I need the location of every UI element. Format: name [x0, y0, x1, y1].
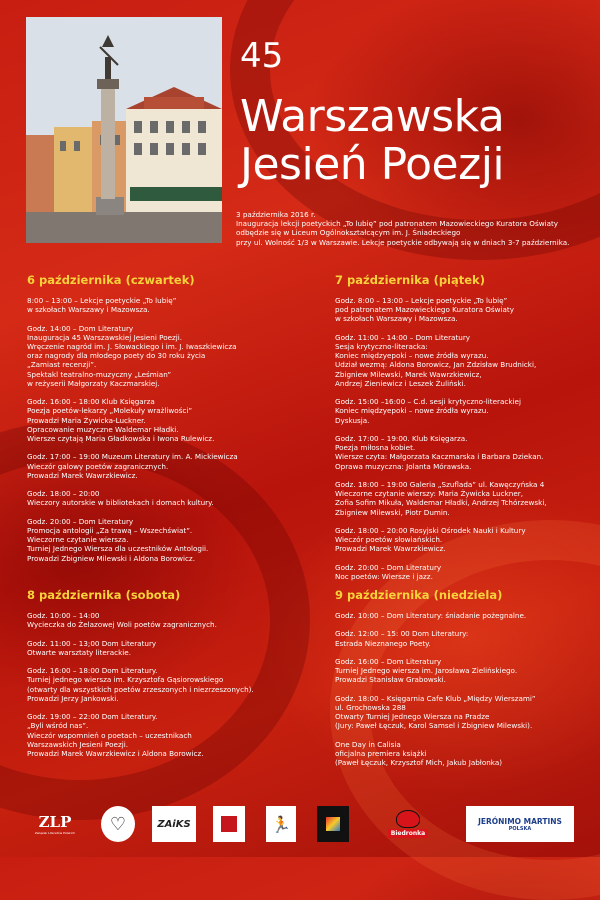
sponsor-logos — [0, 800, 600, 857]
mazowsze-logo — [213, 806, 245, 842]
schedule-line: Koniec międzyepoki – nowe źródła wyrazu. — [335, 406, 489, 416]
schedule-entry — [27, 324, 302, 388]
day-8 — [27, 588, 302, 767]
zlp-logo-text: ZLP — [38, 813, 72, 831]
schedule-line: w szkołach Warszawy i Mazowsza. — [335, 314, 458, 324]
schedule-line: Zbigniew Milewski, Piotr Dumin. — [335, 507, 450, 517]
day-heading: 6 października (czwartek) — [27, 273, 195, 287]
day-schedule — [27, 611, 302, 758]
schedule-line: pod patronatem Mazowieckiego Kuratora Oświaty — [335, 305, 515, 315]
schedule-line: Godz. 15:00 –16:00 – C.d. sesji krytyczno-literackiej — [335, 397, 521, 407]
schedule-line: Oprawa muzyczna: Jolanta Mórawska. — [335, 461, 472, 471]
schedule-entry — [335, 563, 600, 581]
poster-photo — [26, 17, 222, 243]
schedule-line: Godz. 17:00 – 19:00. Klub Księgarza. — [335, 434, 468, 443]
schedule-entry — [335, 694, 600, 731]
intro-line: Inauguracja lekcji poetyckich „To lubię” pod patronatem Mazowieckiego Kuratora Oświaty — [236, 219, 559, 229]
schedule-entry — [27, 452, 302, 480]
schedule-line: Prowadzi Marek Wawrzkiewicz. — [27, 470, 138, 480]
schedule-entry — [27, 639, 302, 657]
schedule-line: Godz. 20:00 – Dom Literatury — [335, 562, 442, 572]
schedule-entry — [335, 740, 600, 768]
schedule-line: Estrada Nieznanego Poety. — [335, 638, 431, 648]
schedule-entry — [335, 657, 600, 685]
schedule-entry — [27, 489, 302, 507]
schedule-line: Opracowanie muzyczne Waldemar Hładki. — [27, 424, 179, 434]
runner-icon: 🏃 — [271, 814, 291, 834]
schedule-entry — [27, 611, 302, 629]
day-heading: 7 października (piątek) — [335, 273, 485, 287]
schedule-line: Godz. 18:00 – 20:00 — [27, 489, 100, 499]
schedule-line: Godz. 18:00 – 20:00 Rosyjski Ośrodek Nauki i Kultury — [335, 526, 526, 535]
day-6 — [27, 273, 302, 572]
day-9 — [335, 588, 600, 777]
schedule-line: Prowadzi Jerzy Jankowski. — [27, 693, 119, 703]
schedule-line: oraz nagrody dla młodego poety do 30 roku życia — [27, 351, 206, 361]
schedule-entry — [335, 296, 600, 324]
heart-logo — [101, 806, 135, 842]
schedule-line: Koniec międzyepoki – nowe źródła wyrazu. — [335, 351, 489, 361]
schedule-line: Godz. 8:00 – 13:00 – Lekcje poetyckie „To lubię” — [335, 296, 508, 305]
schedule-entry — [335, 629, 600, 647]
heart-icon: ♡ — [109, 813, 127, 835]
schedule-line: Noc poetów: Wiersze i jazz. — [335, 572, 433, 581]
schedule-line: Warszawskich Jesieni Poezji. — [27, 739, 128, 749]
day-7 — [335, 273, 600, 590]
schedule-line: Turniej Jednego Wiersza dla uczestników Antologii. — [27, 544, 209, 554]
jeronimo-sub: POLSKA — [508, 825, 532, 832]
schedule-line: w szkołach Warszawy i Mazowsza. — [27, 305, 150, 315]
intro-line: 3 października 2016 r. — [236, 210, 316, 219]
schedule-line: Wiersze czyta: Małgorzata Kaczmarska i Barbara Dziekan. — [335, 452, 544, 462]
day-schedule — [335, 296, 600, 581]
schedule-line: Otwarte warsztaty literackie. — [27, 647, 131, 657]
schedule-line: Wycieczka do Żelazowej Woli poetów zagranicznych. — [27, 620, 217, 630]
schedule-line: Prowadzi Marek Wawrzkiewicz. — [335, 544, 446, 554]
schedule-line: Godz. 20:00 – Dom Literatury — [27, 516, 134, 526]
zlp-logo-sub: Związek Literatów Polskich — [34, 831, 76, 835]
edition-number: 45 — [240, 36, 284, 76]
schedule-line: Godz. 18:00 – Księgarnia Cafe Klub „Między Wierszami” — [335, 693, 536, 703]
schedule-line: Andrzej Zieniewicz i Leszek Żuliński. — [335, 378, 466, 388]
schedule-line: Prowadzi Stanisław Grabowski. — [335, 675, 446, 685]
day-heading: 9 października (niedziela) — [335, 588, 503, 602]
schedule-line: Promocja antologii „Za trawą – Wszechświat”. — [27, 526, 193, 535]
runner-logo — [266, 806, 296, 842]
schedule-line: oficjalna premiera książki — [335, 748, 427, 758]
schedule-line: Dyskusja. — [335, 415, 370, 425]
schedule-line: Godz. 11:00 – 13;00 Dom Literatury — [27, 638, 157, 648]
schedule-line: Wiersze czytają Maria Gładkowska i Iwona Rulewicz. — [27, 434, 215, 444]
biedronka-text: Biedronka — [388, 829, 428, 838]
day-schedule — [27, 296, 302, 563]
intro-line: odbędzie się w Liceum Ogólnokształcącym im. J. Śniadeckiego — [236, 228, 461, 238]
schedule-line: Turniej Jednego wiersza im. Jarosława Zielińskiego. — [335, 666, 518, 676]
schedule-line: Inauguracja 45 Warszawskiej Jesieni Poezji. — [27, 332, 183, 342]
schedule-line: Godz. 14:00 – Dom Literatury — [27, 323, 134, 333]
ladybug-icon — [396, 810, 420, 828]
schedule-line: Wieczorne czytanie wierszy: Maria Żywicka Luckner, — [335, 489, 523, 499]
intro-text — [236, 210, 596, 247]
zlp-logo — [30, 806, 80, 842]
schedule-line: Godz. 16:00 – Dom Literatury — [335, 656, 442, 666]
schedule-line: Godz. 18:00 – 19:00 Galeria „Szuflada” ul. Kawęczyńska 4 — [335, 480, 545, 489]
schedule-entry — [27, 712, 302, 758]
schedule-line: (Jury: Paweł Łęczuk, Karol Samsel i Zbigniew Milewski). — [335, 721, 533, 731]
schedule-line: ul. Grochowska 288 — [335, 702, 406, 712]
schedule-line: Godz. 10:00 – Dom Literatury: śniadanie pożegnalne. — [335, 611, 527, 620]
schedule-entry — [335, 333, 600, 388]
schedule-line: Turniej jednego wiersza im. Krzysztofa Gąsiorowskiego — [27, 675, 224, 685]
schedule-line: Wieczorne czytanie wiersza. — [27, 535, 129, 545]
partner-icon — [326, 817, 340, 831]
schedule-line: Prowadzi Maria Żywicka-Luckner. — [27, 415, 146, 425]
schedule-entry — [335, 611, 600, 620]
biedronka-logo — [376, 806, 440, 842]
schedule-line: Wieczory autorskie w bibliotekach i domach kultury. — [27, 498, 214, 508]
schedule-line: Godz. 11:00 – 14:00 – Dom Literatury — [335, 332, 471, 342]
schedule-entry — [335, 397, 600, 425]
schedule-line: (otwarty dla wszystkich poetów zrzeszonych i niezrzeszonych). — [27, 684, 254, 694]
schedule-line: Wieczór wspomnień o poetach – uczestnikach — [27, 730, 192, 740]
schedule-entry — [27, 296, 302, 314]
emblem-icon — [221, 816, 237, 832]
schedule-line: Poezja miłosna kobiet. — [335, 443, 416, 453]
schedule-line: Zbigniew Milewski, Marek Wawrzkiewicz, — [335, 369, 482, 379]
intro-line: przy ul. Wolność 1/3 w Warszawie. Lekcje poetyckie odbywają się w dniach 3-7 października. — [236, 237, 570, 247]
schedule-line: Wieczór galowy poetów zagranicznych. — [27, 461, 169, 471]
schedule-entry — [335, 480, 600, 517]
jeronimo-logo — [466, 806, 574, 842]
schedule-entry — [335, 526, 600, 554]
schedule-line: Godz. 10:00 – 14:00 — [27, 611, 100, 620]
partner-logo — [317, 806, 349, 842]
day-schedule — [335, 611, 600, 767]
schedule-line: Godz. 17:00 – 19:00 Muzeum Literatury im. A. Mickiewicza — [27, 452, 238, 462]
schedule-entry — [27, 397, 302, 443]
schedule-line: 8:00 – 13:00 – Lekcje poetyckie „To lubię” — [27, 296, 177, 305]
schedule-line: Wręczenie nagród im. J. Słowackiego i im. J. Iwaszkiewicza — [27, 342, 237, 351]
schedule-line: Godz. 19:00 – 22:00 Dom Literatury. — [27, 712, 158, 722]
jeronimo-text: JERÓNIMO MARTINS — [478, 816, 562, 826]
title-line-1: Warszawska — [240, 91, 505, 142]
schedule-line: Spektakl teatralno-muzyczny „Leśmian” — [27, 369, 172, 379]
schedule-line: One Day in Calisia — [335, 739, 401, 749]
schedule-line: Udział wezmą: Aldona Borowicz, Jan Zdzisław Brudnicki, — [335, 360, 537, 370]
schedule-line: (Paweł Łęczuk, Krzysztof Mich, Jakub Jabłonka) — [335, 758, 503, 768]
schedule-entry — [335, 434, 600, 471]
title-line-2: Jesień Poezji — [240, 139, 505, 190]
schedule-line: „Byli wśród nas”. — [27, 721, 89, 731]
schedule-line: w reżyserii Małgorzaty Kaczmarskiej. — [27, 378, 160, 388]
schedule-entry — [27, 517, 302, 563]
schedule-line: Otwarty Turniej Jednego Wiersza na Pradze — [335, 712, 490, 722]
schedule-line: Prowadzi Marek Wawrzkiewicz i Aldona Borowicz. — [27, 749, 204, 758]
zaiks-logo: ZAiKS — [152, 806, 196, 842]
schedule-line: Sesja krytyczno-literacka: — [335, 342, 428, 351]
schedule-line: Zofia Sofim Mikuła, Waldemar Hładki, Andrzej Tchórzewski, — [335, 498, 547, 508]
schedule-entry — [27, 666, 302, 703]
schedule-line: Poezja poetów-lekarzy „Molekuły wrażliwości” — [27, 406, 193, 416]
schedule-line: Godz. 16:00 – 18:00 Klub Księgarza — [27, 397, 155, 407]
schedule-line: „Zamiast recenzji”. — [27, 360, 97, 370]
schedule-line: Godz. 12:00 – 15: 00 Dom Literatury: — [335, 629, 469, 639]
castle-square-image — [26, 17, 222, 243]
schedule-line: Wieczór poetów słowiańskich. — [335, 535, 443, 545]
schedule-line: Godz. 16:00 – 18:00 Dom Literatury. — [27, 666, 158, 676]
schedule-line: Prowadzi Zbigniew Milewski i Aldona Borowicz. — [27, 553, 195, 563]
day-heading: 8 października (sobota) — [27, 588, 181, 602]
